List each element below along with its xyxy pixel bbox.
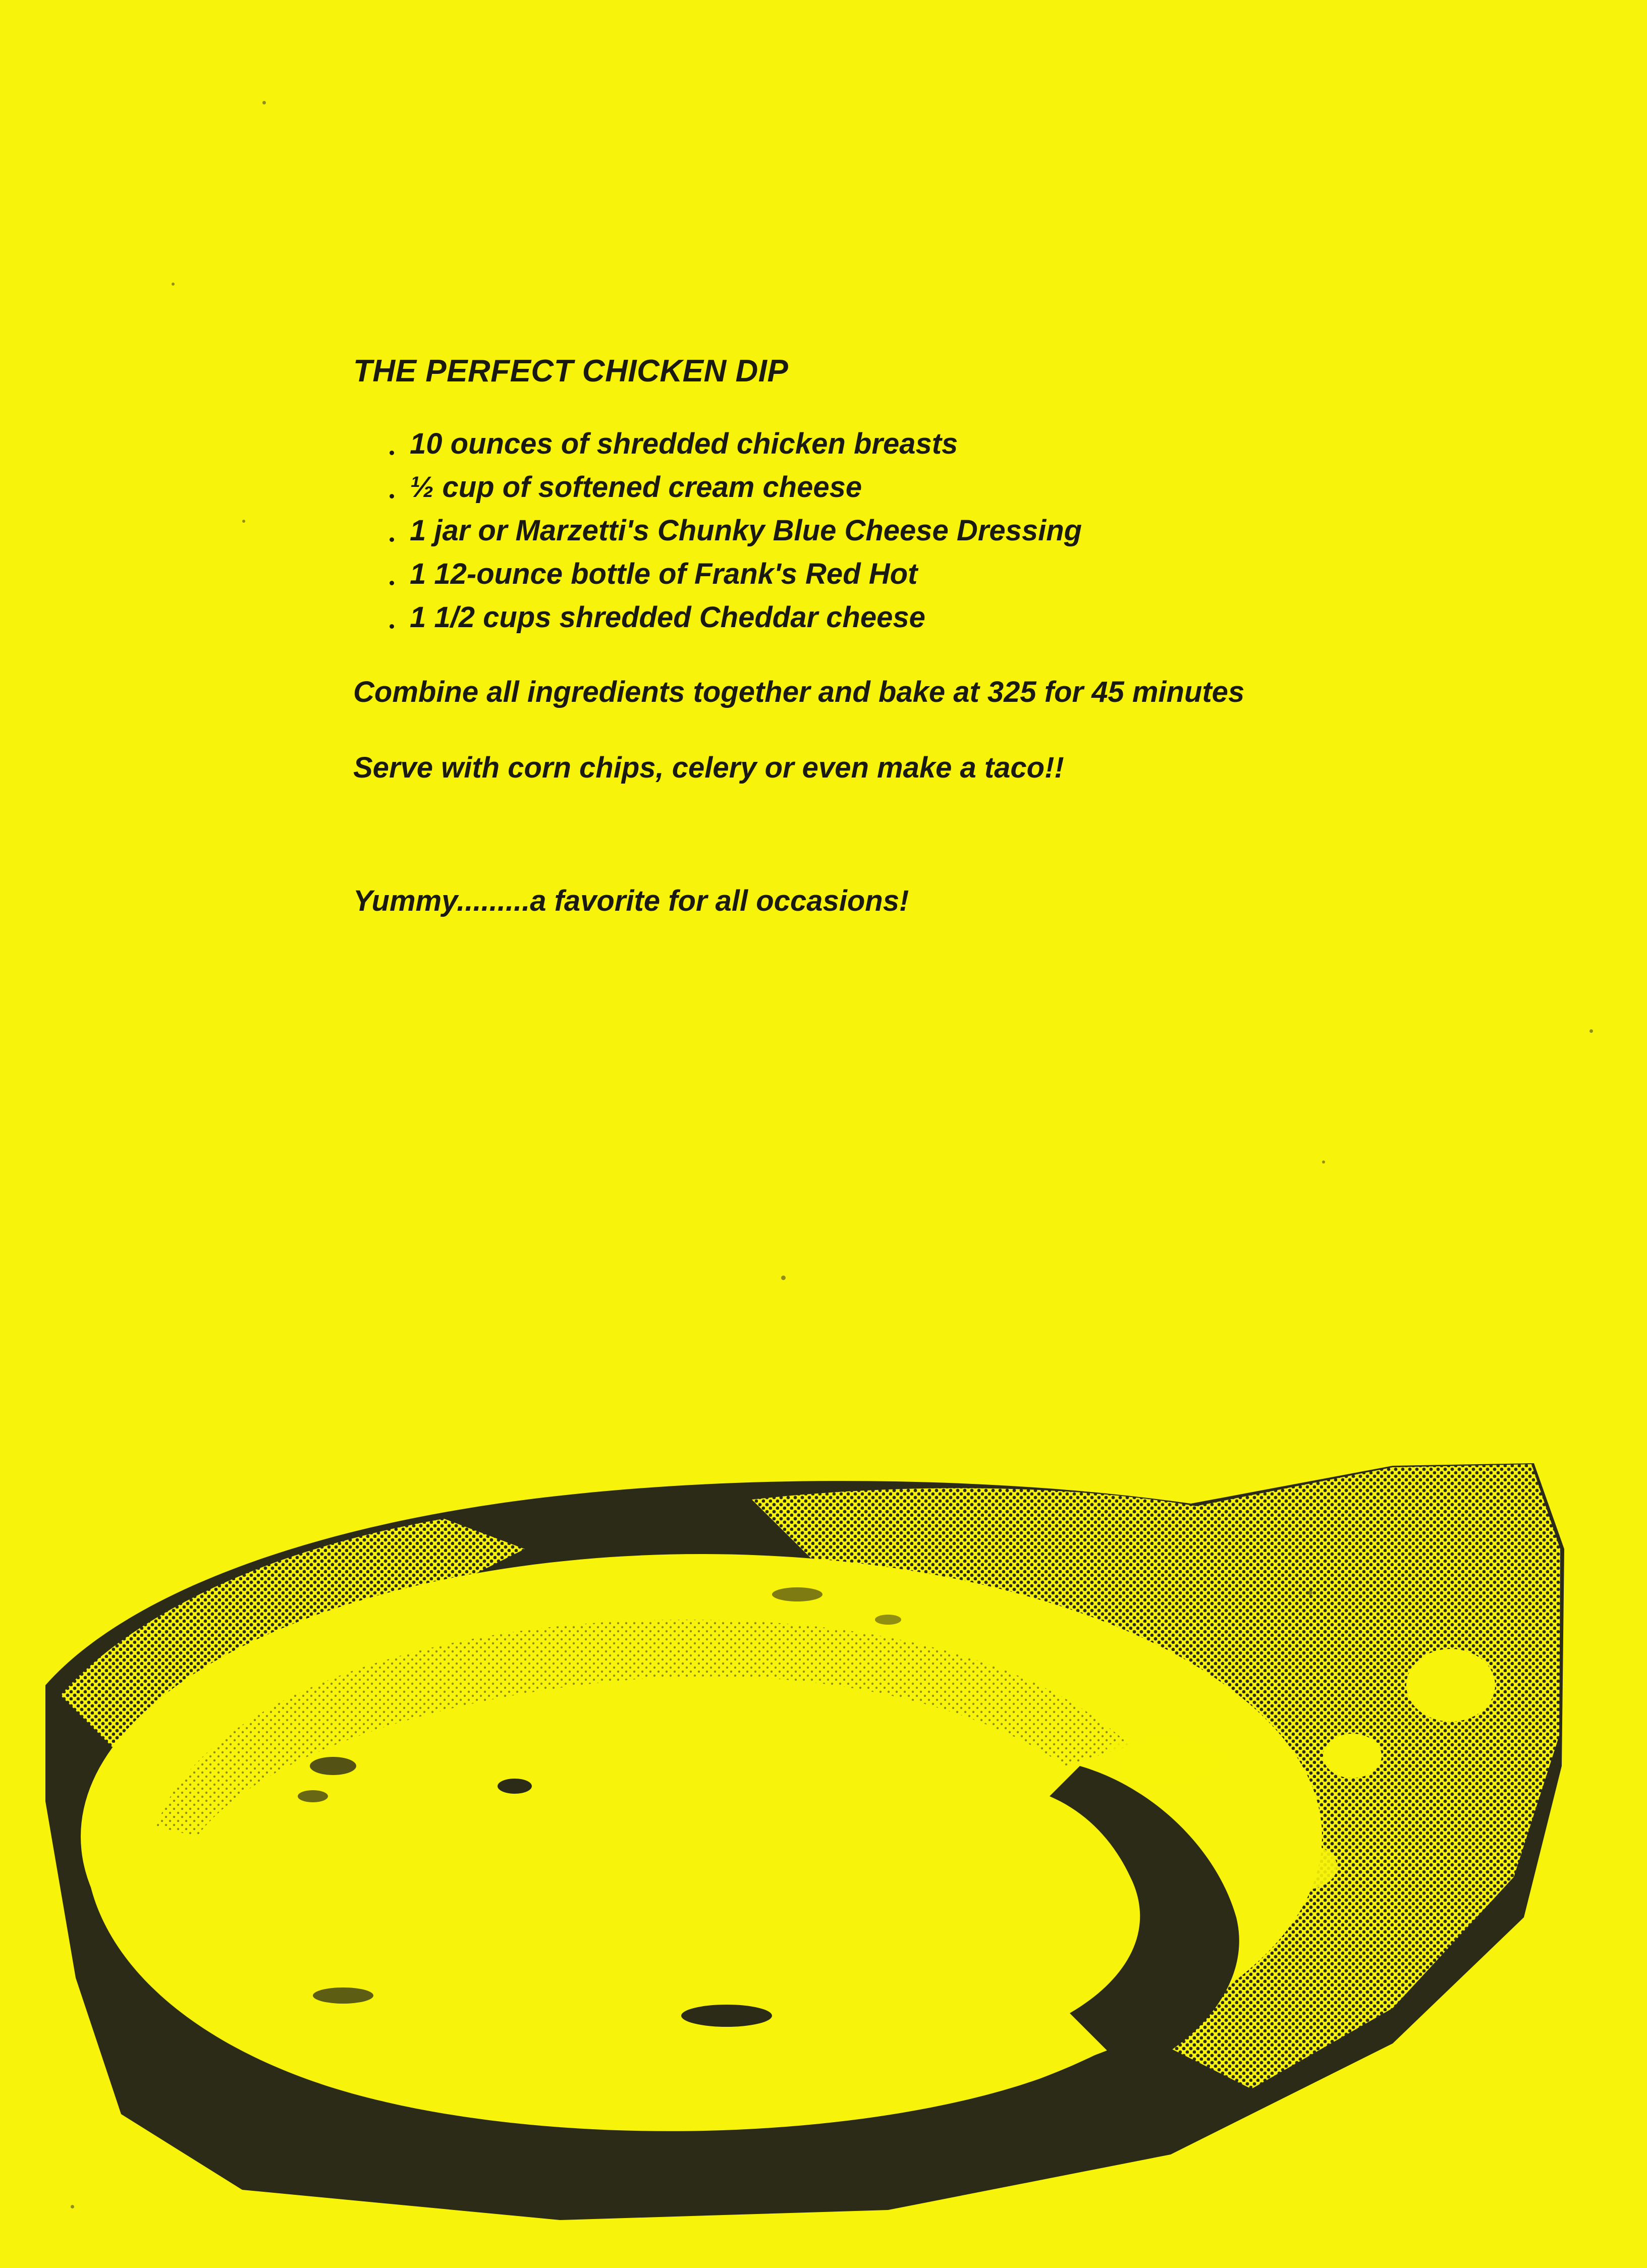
- scan-speck: [71, 2205, 74, 2208]
- scan-speck: [242, 520, 245, 523]
- scan-speck: [262, 101, 266, 104]
- dish-photo: [30, 1382, 1579, 2240]
- list-item: ½ cup of softened cream cheese: [353, 466, 1463, 509]
- closing-note: Yummy.........a favorite for all occasions!: [353, 884, 909, 917]
- scan-speck: [781, 1276, 786, 1280]
- ingredients-list: [353, 422, 1463, 639]
- list-item: 10 ounces of shredded chicken breasts: [353, 422, 1463, 466]
- recipe-text-block: [353, 353, 1463, 923]
- list-item: 1 jar or Marzetti's Chunky Blue Cheese Dressing: [353, 509, 1463, 552]
- list-item: 1 12-ounce bottle of Frank's Red Hot: [353, 552, 1463, 596]
- page-title: THE PERFECT CHICKEN DIP: [353, 354, 789, 389]
- serving-suggestion-paragraph: Serve with corn chips, celery or even make a taco!!: [353, 751, 1064, 784]
- scan-speck: [172, 283, 175, 286]
- scan-speck: [1308, 1590, 1312, 1595]
- instructions-paragraph: Combine all ingredients together and bake at 325 for 45 minutes: [353, 676, 1245, 708]
- list-item: 1 1/2 cups shredded Cheddar cheese: [353, 596, 1463, 639]
- scan-speck: [1589, 1029, 1593, 1033]
- scan-speck: [1322, 1160, 1325, 1164]
